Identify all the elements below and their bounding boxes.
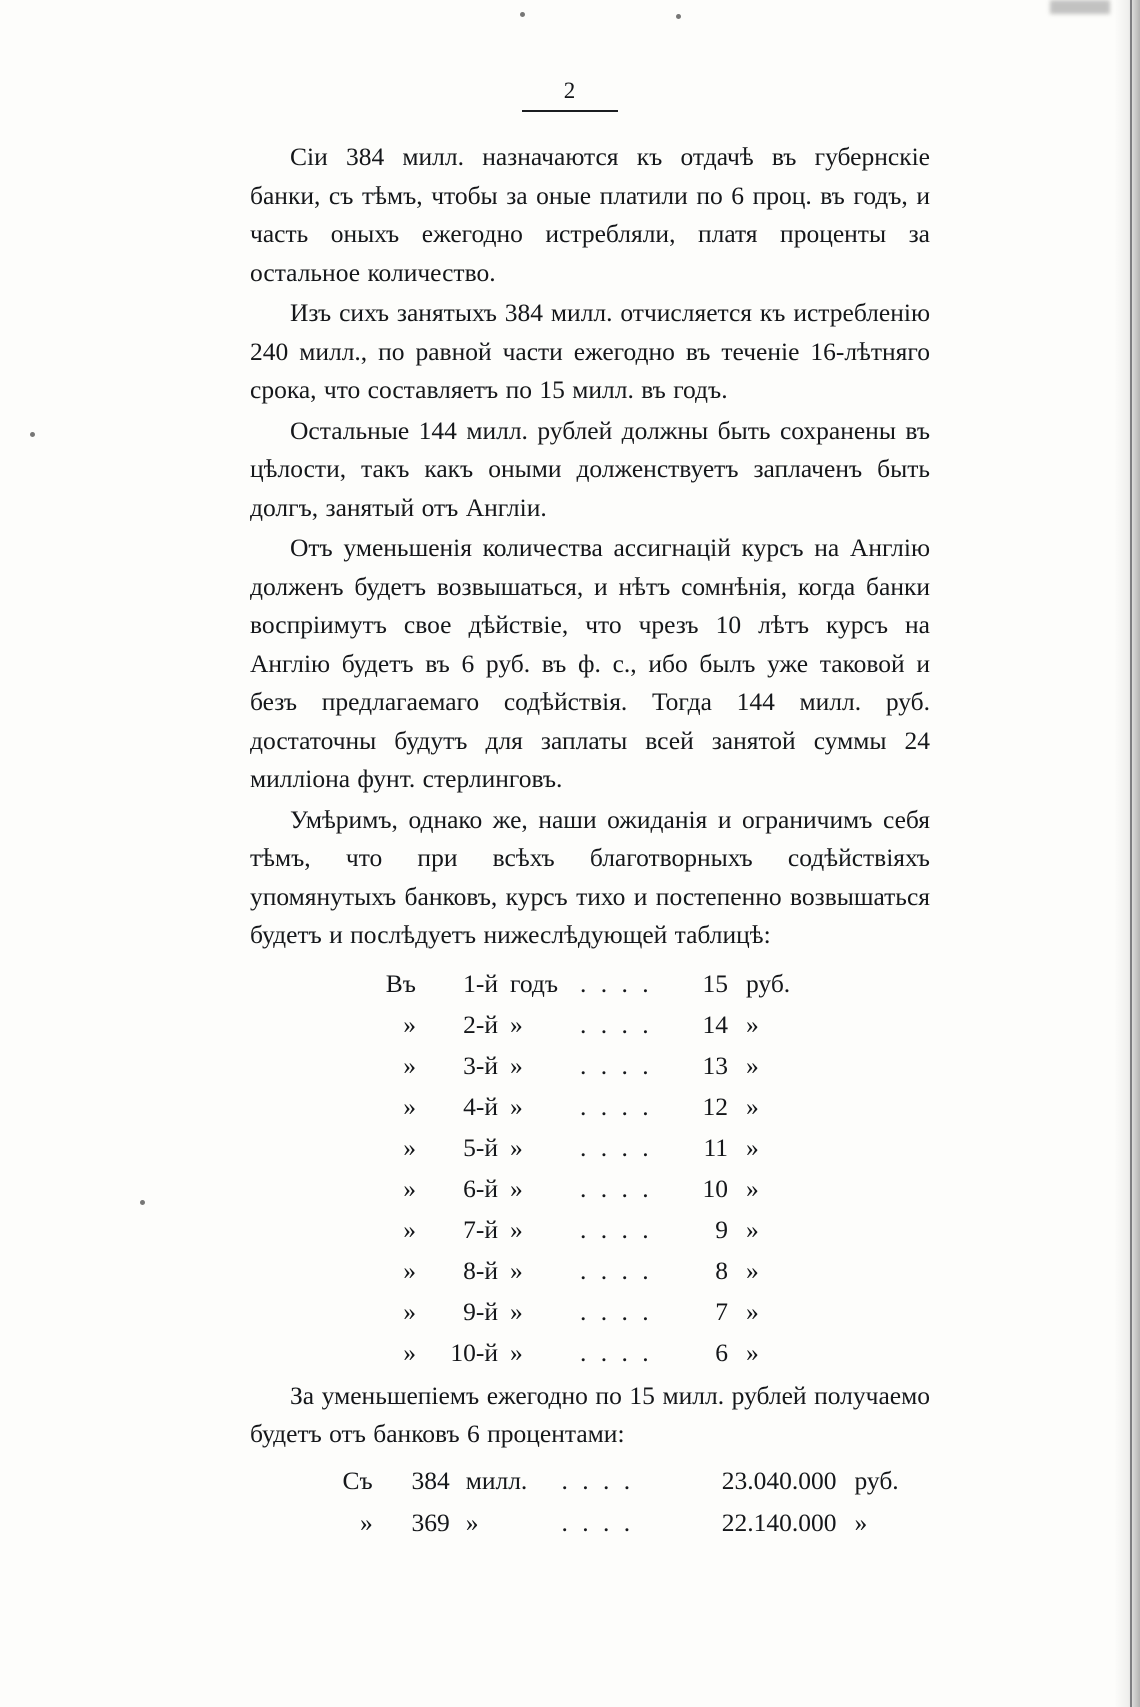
row-value: 8 bbox=[715, 1255, 728, 1285]
row-unit: » bbox=[746, 1255, 759, 1285]
row-year: 4-й bbox=[463, 1091, 498, 1121]
row-prefix: » bbox=[403, 1091, 416, 1121]
row-word: » bbox=[510, 1009, 523, 1039]
row-leader: . . . . bbox=[580, 1337, 653, 1367]
row-value: 11 bbox=[703, 1132, 728, 1162]
row-unit: » bbox=[854, 1507, 868, 1537]
row-leader: . . . . bbox=[580, 1214, 653, 1244]
row-leader: . . . . bbox=[580, 1132, 653, 1162]
row-unit: руб. bbox=[854, 1465, 899, 1495]
table-row bbox=[378, 1086, 822, 1127]
row-word: » bbox=[465, 1507, 479, 1537]
row-year: 8-й bbox=[463, 1255, 498, 1285]
scan-corner-smudge bbox=[1050, 0, 1110, 14]
row-word: годъ bbox=[510, 968, 558, 998]
table-row bbox=[378, 1045, 822, 1086]
row-leader: . . . . bbox=[580, 1050, 653, 1080]
row-prefix: » bbox=[403, 1173, 416, 1203]
row-value: 10 bbox=[702, 1173, 728, 1203]
page-number-rule bbox=[522, 110, 618, 112]
row-unit: » bbox=[746, 1009, 759, 1039]
row-word: » bbox=[510, 1337, 523, 1367]
paragraph: Отъ уменьшенiя количества ассигнацiй курсъ на Англiю долженъ будетъ возвышаться, и нѣтъ сомнѣнiя, когда банки воспрiимутъ свое дѣйствiе, что чрезъ 10 лѣтъ курсъ на Англiю будетъ въ 6 руб. въ ф. с., ибо былъ уже таковой и безъ предлагаемаго содѣйствiя. Тогда 144 милл. руб. достаточны будутъ для заплаты всей занятой суммы 24 миллiона фунт. стерлинговъ. bbox=[250, 533, 930, 793]
page-speck bbox=[30, 432, 35, 437]
scan-edge-line bbox=[1130, 0, 1132, 1707]
row-word: » bbox=[510, 1173, 523, 1203]
row-year: 7-й bbox=[463, 1214, 498, 1244]
table-row bbox=[378, 1250, 822, 1291]
row-year: 5-й bbox=[463, 1132, 498, 1162]
paragraph: Сiи 384 милл. назначаются къ отдачѣ въ губернскiе банки, съ тѣмъ, чтобы за оные платили по 6 проц. въ годъ, и часть оныхъ ежегодно истребляли, платя проценты за остальное количество. bbox=[250, 142, 930, 287]
row-value: 15 bbox=[702, 968, 728, 998]
row-value: 23.040.000 bbox=[721, 1465, 837, 1495]
table-row bbox=[378, 1332, 822, 1373]
row-leader: . . . . bbox=[580, 1296, 653, 1326]
row-prefix: » bbox=[359, 1507, 373, 1537]
row-year: 1-й bbox=[463, 968, 498, 998]
row-prefix: » bbox=[403, 1214, 416, 1244]
row-unit: » bbox=[746, 1214, 759, 1244]
row-leader: . . . . bbox=[561, 1465, 635, 1495]
row-value: 13 bbox=[702, 1050, 728, 1080]
row-word: » bbox=[510, 1296, 523, 1326]
row-year: 3-й bbox=[463, 1050, 498, 1080]
row-value: 9 bbox=[715, 1214, 728, 1244]
row-prefix: » bbox=[403, 1255, 416, 1285]
row-leader: . . . . bbox=[580, 1009, 653, 1039]
row-unit: » bbox=[746, 1091, 759, 1121]
page-speck bbox=[520, 12, 525, 17]
row-word: » bbox=[510, 1255, 523, 1285]
row-amount: 369 bbox=[411, 1507, 450, 1537]
table-row bbox=[328, 1460, 930, 1502]
row-unit: » bbox=[746, 1173, 759, 1203]
sum-table bbox=[328, 1460, 930, 1544]
row-unit: руб. bbox=[746, 968, 791, 998]
row-prefix: Съ bbox=[342, 1465, 373, 1495]
row-word: милл. bbox=[465, 1465, 528, 1495]
row-unit: » bbox=[746, 1337, 759, 1367]
row-value: 22.140.000 bbox=[721, 1507, 837, 1537]
scan-edge-shadow bbox=[1114, 0, 1140, 1707]
table-row bbox=[378, 1209, 822, 1250]
table-row bbox=[378, 1168, 822, 1209]
row-leader: . . . . bbox=[580, 1173, 653, 1203]
row-prefix: » bbox=[403, 1296, 416, 1326]
row-leader: . . . . bbox=[561, 1507, 635, 1537]
row-leader: . . . . bbox=[580, 1255, 653, 1285]
row-prefix: » bbox=[403, 1009, 416, 1039]
row-prefix: » bbox=[403, 1050, 416, 1080]
table-row bbox=[328, 1502, 930, 1544]
paragraph: Изъ сихъ занятыхъ 384 милл. отчисляется къ истребленiю 240 милл., по равной части ежегодно въ теченiе 16-лѣтняго срока, что составляетъ по 15 милл. въ годъ. bbox=[250, 298, 930, 404]
row-year: 6-й bbox=[463, 1173, 498, 1203]
table-row bbox=[378, 1004, 822, 1045]
row-value: 6 bbox=[715, 1337, 728, 1367]
page-number bbox=[0, 78, 1140, 112]
row-leader: . . . . bbox=[580, 968, 653, 998]
row-prefix: » bbox=[403, 1337, 416, 1367]
row-word: » bbox=[510, 1050, 523, 1080]
row-value: 12 bbox=[702, 1091, 728, 1121]
row-word: » bbox=[510, 1214, 523, 1244]
row-word: » bbox=[510, 1132, 523, 1162]
row-amount: 384 bbox=[411, 1465, 450, 1495]
row-prefix: » bbox=[403, 1132, 416, 1162]
row-unit: » bbox=[746, 1296, 759, 1326]
row-word: » bbox=[510, 1091, 523, 1121]
page-speck bbox=[676, 14, 681, 19]
row-value: 14 bbox=[702, 1009, 728, 1039]
page-speck bbox=[140, 1200, 145, 1205]
table-row bbox=[378, 1291, 822, 1332]
row-unit: » bbox=[746, 1050, 759, 1080]
yearly-rate-table bbox=[378, 963, 822, 1373]
row-year: 9-й bbox=[463, 1296, 498, 1326]
paragraph: Остальные 144 милл. рублей должны быть сохранены въ цѣлости, такъ какъ оными долженствуетъ заплаченъ быть долгъ, занятый отъ Англiи. bbox=[250, 415, 930, 522]
table-row bbox=[378, 1127, 822, 1168]
paragraph: За уменьшепiемъ ежегодно по 15 милл. рублей получаемо будетъ отъ банковъ 6 процентами: bbox=[250, 1380, 930, 1448]
body-column bbox=[250, 138, 930, 1544]
row-value: 7 bbox=[715, 1296, 728, 1326]
row-prefix: Въ bbox=[385, 968, 416, 998]
row-year: 2-й bbox=[463, 1009, 498, 1039]
page-number-value: 2 bbox=[563, 78, 577, 103]
row-unit: » bbox=[746, 1132, 759, 1162]
row-year: 10-й bbox=[450, 1337, 498, 1367]
paragraph: Умѣримъ, однако же, наши ожиданiя и ограничимъ себя тѣмъ, что при всѣхъ благотворныхъ содѣйствiяхъ упомянутыхъ банковъ, курсъ тихо и постепенно возвышаться будетъ и послѣдуетъ нижеслѣдующей таблицѣ: bbox=[250, 804, 930, 949]
row-leader: . . . . bbox=[580, 1091, 653, 1121]
table-row bbox=[378, 963, 822, 1004]
